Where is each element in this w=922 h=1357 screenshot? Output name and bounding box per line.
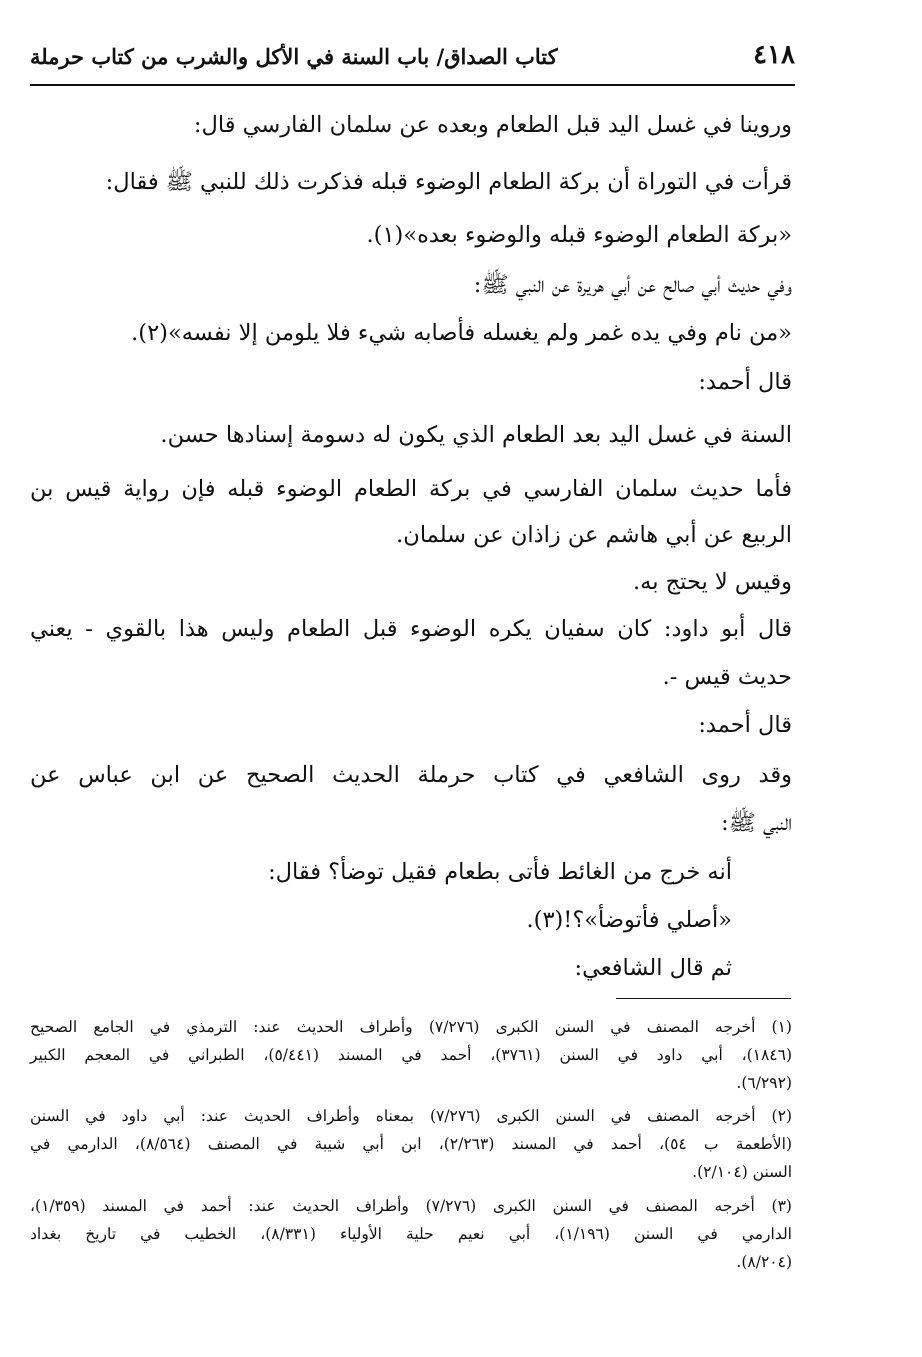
speaker-line: قال أحمد:	[698, 369, 792, 395]
text-line: أنه خرج من الغائط فأتى بطعام فقيل توضأ؟ فقال:	[268, 859, 732, 885]
text-line: وروينا في غسل اليد قبل الطعام وبعده عن سلمان الفارسي قال:	[193, 112, 792, 138]
footnote-line: (٨/٢٠٤).	[736, 1253, 792, 1271]
quote-line: «بركة الطعام الوضوء قبله والوضوء بعده»(١).	[366, 222, 792, 248]
text-line: حديث قيس -.	[662, 664, 792, 690]
text-line: فأما حديث سلمان الفارسي في بركة الطعام الوضوء قبله فإن رواية قيس بن	[30, 476, 792, 502]
text-line: السنة في غسل اليد بعد الطعام الذي يكون له دسومة إسنادها حسن.	[160, 422, 792, 448]
quote-line: «أصلي فأتوضأ»؟!(٣).	[526, 907, 732, 933]
text-line: وفي حديث أبي صالح عن أبي هريرة عن النبي ﷺ:	[473, 272, 792, 298]
footnote-line: الدارمي في السنن (١/١٩٦)، أبي نعيم حلية الأولياء (٨/٣٣١)، الخطيب في تاريخ بغداد	[30, 1225, 792, 1243]
footnote-line: (١٨٤٦)، أبي داود في السنن (٣٧٦١)، أحمد في المسند (٥/٤٤١)، الطبراني في المعجم الكبير	[30, 1046, 793, 1064]
text-line: النبي ﷺ:	[721, 810, 792, 836]
footnote-line: (الأطعمة ب ٥٤)، أحمد في المسند (٢/٢٦٣)، ابن أبي شيبة في المصنف (٨/٥٦٤)، الدارمي في	[30, 1135, 792, 1153]
text-line: وقيس لا يحتج به.	[633, 569, 792, 595]
footnote-separator	[616, 998, 791, 999]
footnote-line: (٢) أخرجه المصنف في السنن الكبرى (٧/٢٧٦) بمعناه وأطراف الحديث عند: أبي داود في السنن	[30, 1107, 792, 1125]
text-line: وقد روى الشافعي في كتاب حرملة الحديث الصحيح عن ابن عباس عن	[30, 762, 792, 788]
speaker-line: قال أحمد:	[698, 712, 792, 738]
footnote-line: السنن (٢/١٠٤).	[692, 1163, 792, 1181]
footnote-line: (٦/٢٩٢).	[736, 1074, 792, 1092]
running-title: كتاب الصداق/ باب السنة في الأكل والشرب من كتاب حرملة	[30, 44, 558, 69]
page-number: ٤١٨	[753, 40, 795, 70]
quote-line: «من نام وفي يده غمر ولم يغسله فأصابه شيء فلا يلومن إلا نفسه»(٢).	[131, 320, 792, 346]
footnote-line: (١) أخرجه المصنف في السنن الكبرى (٧/٢٧٦) وأطراف الحديث عند: الترمذي في الجامع الصحيح	[30, 1018, 792, 1036]
text-line: قال أبو داود: كان سفيان يكره الوضوء قبل الطعام وليس هذا بالقوي - يعني	[30, 616, 792, 642]
speaker-line: ثم قال الشافعي:	[574, 955, 732, 981]
footnote-line: (٣) أخرجه المصنف في السنن الكبرى (٧/٢٧٦) وأطراف الحديث عند: أحمد في المسند (١/٣٥٩)،	[30, 1197, 792, 1215]
text-line: الربيع عن أبي هاشم عن زاذان عن سلمان.	[396, 522, 792, 548]
text-line: قرأت في التوراة أن بركة الطعام الوضوء قبله فذكرت ذلك للنبي ﷺ فقال:	[105, 169, 792, 195]
